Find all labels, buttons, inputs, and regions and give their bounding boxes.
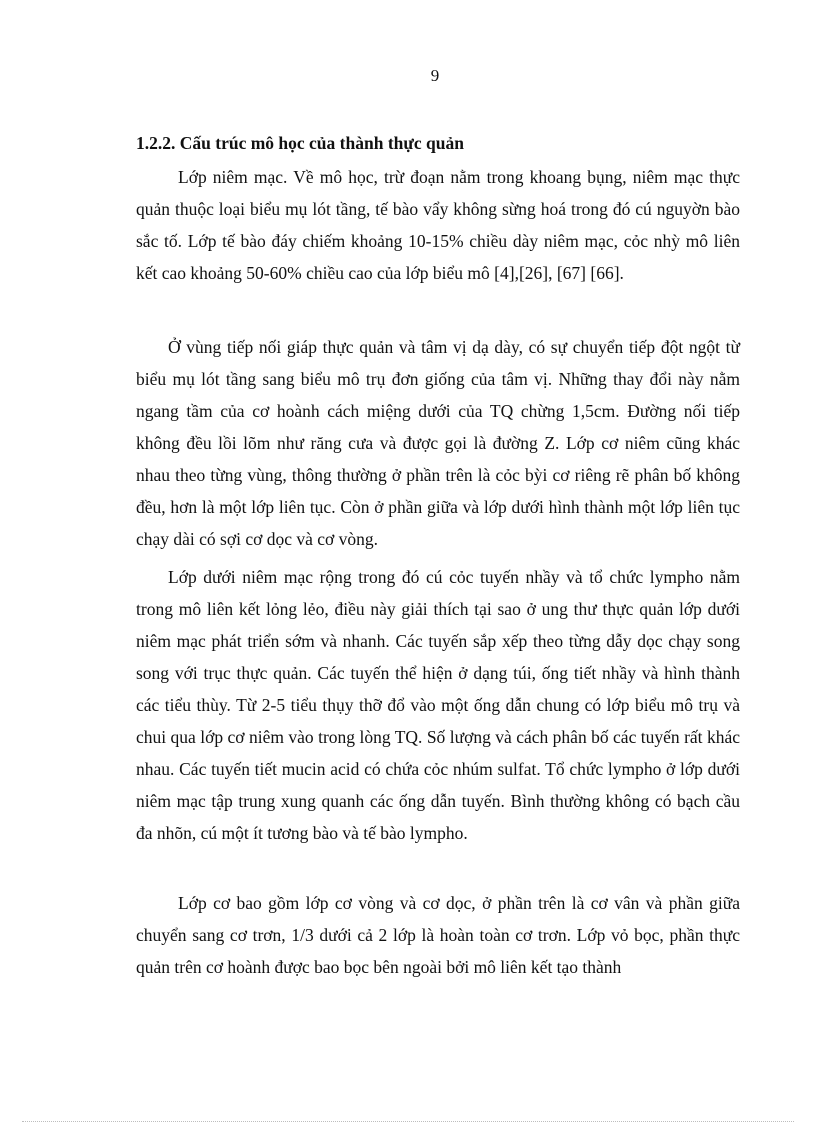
page-bottom-divider [22, 1121, 794, 1122]
paragraph-muscle-layer: Lớp cơ bao gồm lớp cơ vòng và cơ dọc, ở phần trên là cơ vân và phần giữa chuyển sang cơ trơn, 1/3 dưới cả 2 lớp là hoàn toàn cơ trơn. Lớp vỏ bọc, phần thực quản trên cơ hoành được bao bọc bên ngoài bởi mô liên kết tạo thành [136, 893, 740, 977]
paragraph-mucosa: Lớp niêm mạc. Về mô học, trừ đoạn nằm trong khoang bụng, niêm mạc thực quản thuộc loại biểu mụ lót tầng, tế bào vẩy không sừng hoá trong đó cú nguyờn bào sắc tố. Lớp tế bào đáy chiếm khoảng 10-15% chiều dày niêm mạc, cỏc nhỳ mô liên kết cao khoảng 50-60% chiều cao của lớp biểu mô [4],[26], [67] [66]. [136, 167, 740, 283]
paragraph-junction: Ở vùng tiếp nối giáp thực quản và tâm vị dạ dày, có sự chuyển tiếp đột ngột từ biểu mụ lót tầng sang biểu mô trụ đơn giống của tâm vị. Những thay đổi này nằm ngang tầm của cơ hoành cách miệng dưới của TQ chừng 1,5cm. Đường nối tiếp không đều lồi lõm như răng cưa và được gọi là đường Z. Lớp cơ niêm cũng khác nhau theo từng vùng, thông thường ở phần trên là cỏc bỳi cơ riêng rẽ phân bố không đều, hơn là một lớp liên tục. Còn ở phần giữa và lớp dưới hình thành một lớp liên tục chạy dài có sợi cơ dọc và cơ vòng. [136, 337, 740, 549]
paragraph-submucosa: Lớp dưới niêm mạc rộng trong đó cú cỏc tuyến nhầy và tổ chức lympho nằm trong mô liên kết lỏng lẻo, điều này giải thích tại sao ở ung thư thực quản lớp dưới niêm mạc phát triển sớm và nhanh. Các tuyến sắp xếp theo từng dẫy dọc chạy song song với trục thực quản. Các tuyến thể hiện ở dạng túi, ống tiết nhầy và hình thành các tiểu thùy. Từ 2-5 tiểu thụy thỡ đổ vào một ống dẫn chung có lớp biểu mô trụ và chui qua lớp cơ niêm vào trong lòng TQ. Số lượng và cách phân bố các tuyến rất khác nhau. Các tuyến tiết mucin acid có chứa cỏc nhúm sulfat. Tổ chức lympho ở lớp dưới niêm mạc tập trung xung quanh các ống dẫn tuyến. Bình thường không có bạch cầu đa nhõn, cú một ít tương bào và tế bào lympho. [136, 567, 740, 843]
page-number: 9 [430, 66, 440, 85]
section-heading: 1.2.2. Cấu trúc mô học của thành thực quản [136, 133, 464, 153]
